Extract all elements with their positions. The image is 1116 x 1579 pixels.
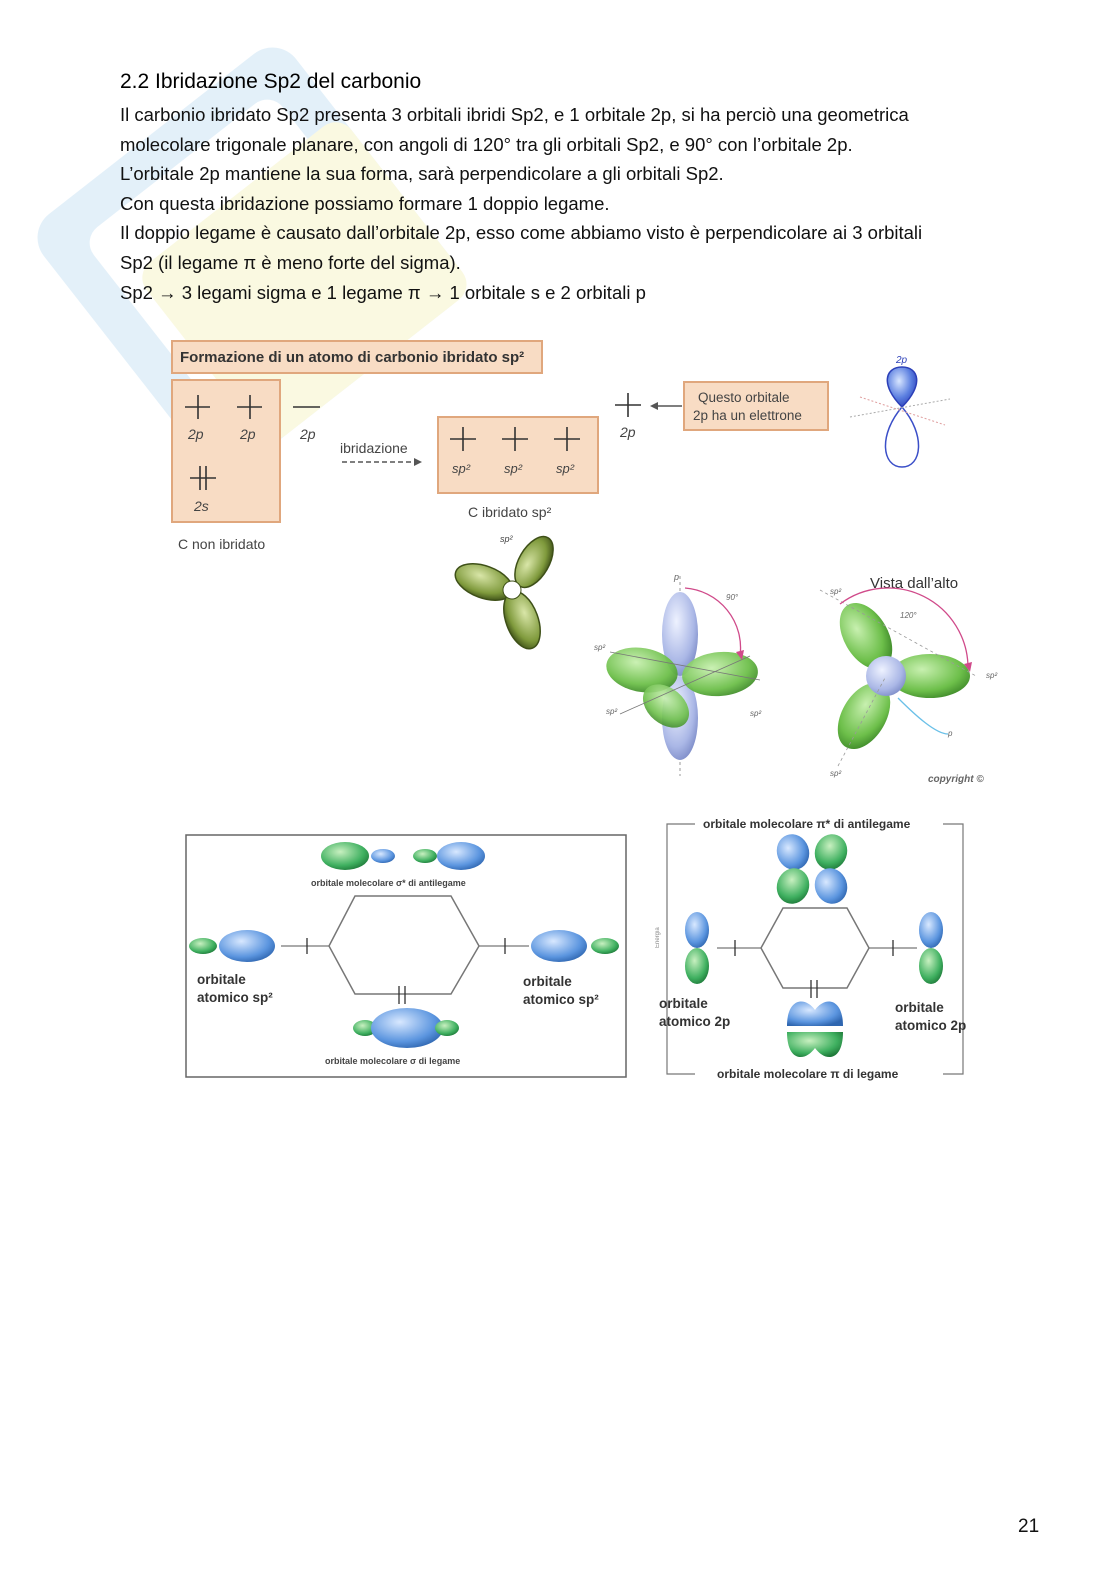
svg-text:p: p: [674, 572, 680, 582]
p-orbital-icon: [850, 355, 950, 467]
paragraph-line: Con questa ibridazione possiamo formare 1 doppio legame.: [120, 192, 610, 214]
paragraph-line: molecolare trigonale planare, con angoli di 120° tra gli orbitali Sp2, e 90° con l’orbitale 2p.: [120, 133, 853, 155]
sp2-orbital-geometry: [450, 528, 1010, 788]
sigma-bonding-label: orbitale molecolare σ di legame: [325, 1056, 461, 1066]
figure-title: Formazione di un atomo di carbonio ibridato sp²: [180, 349, 525, 366]
label-ibridazione: ibridazione: [340, 440, 408, 456]
arrow-right-icon: [414, 458, 422, 466]
svg-text:sp²: sp²: [606, 707, 618, 716]
sigma-mo-diagram: [185, 834, 629, 1080]
atomic-orbital-label: orbitale: [895, 1000, 944, 1015]
energy-label: Energia: [655, 927, 661, 948]
note-line: Questo orbitale: [698, 390, 790, 405]
label-c-ibridato: C ibridato sp²: [468, 504, 552, 520]
paragraph-line: L’orbitale 2p mantiene la sua forma, sarà perpendicolare a gli orbitali Sp2.: [120, 163, 724, 185]
paragraph-line: Il doppio legame è causato dall’orbitale 2p, esso come abbiamo visto è perpendicolare ai 3 orbitali: [120, 222, 923, 244]
pi-mo-diagram: [655, 812, 975, 1086]
svg-text:sp²: sp²: [750, 709, 762, 718]
label-2p: 2p: [300, 426, 316, 442]
svg-text:90°: 90°: [726, 593, 739, 602]
svg-text:p: p: [948, 729, 953, 738]
label-sp2: sp²: [504, 461, 523, 476]
pi-antibonding-label: orbitale molecolare π* di antilegame: [703, 817, 911, 831]
atomic-orbital-label: atomico sp²: [197, 990, 273, 1005]
label-2p: 2p: [188, 426, 204, 442]
copyright-note: copyright ©: [928, 774, 984, 785]
non-hybrid-box: [172, 380, 280, 522]
svg-text:2p: 2p: [896, 355, 908, 366]
svg-text:sp²: sp²: [830, 769, 842, 778]
paragraph-line: Sp2 → 3 legami sigma e 1 legame π → 1 orbitale s e 2 orbitali p: [120, 281, 646, 303]
arrow-left-icon: [650, 402, 658, 410]
atomic-orbital-label: atomico 2p: [895, 1018, 967, 1033]
sp2-trefoil-icon: [450, 530, 561, 653]
svg-text:sp²: sp²: [500, 534, 513, 544]
paragraph-line: Il carbonio ibridato Sp2 presenta 3 orbitali ibridi Sp2, e 1 orbitale 2p, si ha perciò una geometrica: [120, 104, 909, 125]
label-c-non-ibridato: C non ibridato: [178, 536, 266, 552]
hybrid-box: [438, 417, 598, 493]
label-sp2: sp²: [452, 461, 471, 476]
page-number: 21: [1018, 1516, 1040, 1537]
svg-text:sp²: sp²: [594, 643, 606, 652]
atomic-orbital-label: orbitale: [523, 974, 572, 989]
atomic-orbital-label: atomico 2p: [659, 1014, 731, 1029]
paragraph-line: Sp2 (il legame π è meno forte del sigma).: [120, 251, 461, 273]
pi-bonding-label: orbitale molecolare π di legame: [717, 1067, 899, 1081]
label-2p: 2p: [620, 424, 636, 440]
section-heading: 2.2 Ibridazione Sp2 del carbonio: [120, 70, 422, 93]
svg-text:120°: 120°: [900, 611, 917, 620]
note-line: 2p ha un elettrone: [693, 408, 802, 423]
top-view-orbital-icon: [820, 575, 997, 778]
side-view-orbital-icon: [594, 572, 761, 776]
svg-text:Vista dall’alto: Vista dall’alto: [870, 575, 959, 592]
label-2p: 2p: [240, 426, 256, 442]
atomic-orbital-label: atomico sp²: [523, 992, 599, 1007]
atomic-orbital-label: orbitale: [659, 996, 708, 1011]
label-2s: 2s: [194, 498, 209, 514]
svg-text:sp²: sp²: [830, 587, 842, 596]
body-paragraph: [120, 100, 1040, 307]
svg-text:sp²: sp²: [986, 671, 998, 680]
label-sp2: sp²: [556, 461, 575, 476]
sigma-antibonding-label: orbitale molecolare σ* di antilegame: [311, 878, 466, 888]
atomic-orbital-label: orbitale: [197, 972, 246, 987]
